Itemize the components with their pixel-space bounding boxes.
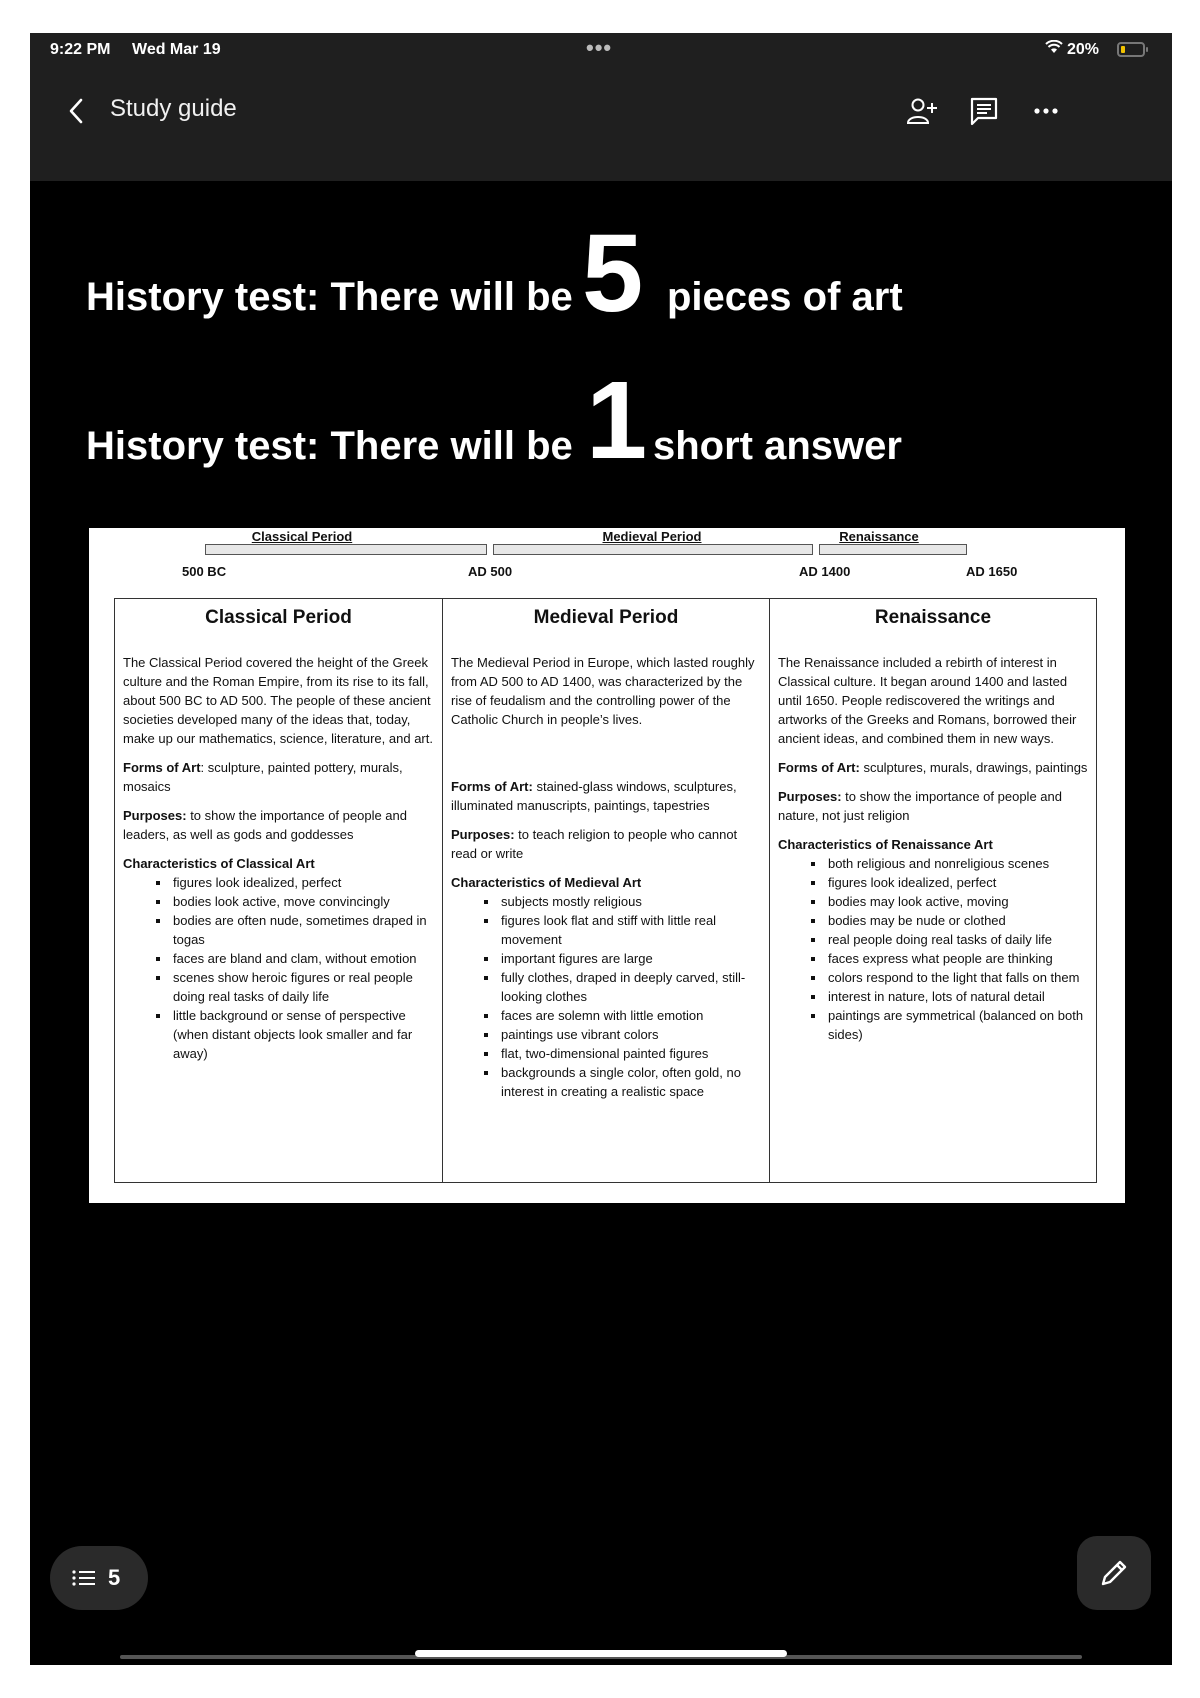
timeline-bar-medieval (493, 544, 813, 555)
list-item: ▪ bodies look active, move convincingly (171, 892, 434, 911)
status-bar (30, 33, 1172, 71)
list-icon (70, 1564, 98, 1592)
list-item: ▪ real people doing real tasks of daily life (826, 930, 1088, 949)
column-heading: Medieval Period (533, 607, 679, 628)
headline-short-answer-number: 1 (586, 359, 648, 482)
comments-button[interactable] (964, 91, 1004, 131)
characteristics-title: Characteristics of Classical Art (123, 856, 315, 871)
purposes-text: to show the importance of people and nature, not just religion (777, 789, 1062, 823)
forms-label: Forms of Art: (450, 779, 533, 794)
list-item: ▪ faces are solemn with little emotion (499, 1006, 761, 1025)
forms-label: Forms of Art: (777, 760, 860, 775)
column-medieval (442, 599, 769, 1182)
characteristics-title: Characteristics of Medieval Art (450, 875, 642, 890)
list-item: ▪ flat, two-dimensional painted figures (499, 1044, 761, 1063)
timeline-date: AD 1650 (966, 564, 1018, 579)
timeline-date: AD 500 (468, 564, 513, 579)
column-intro: The Classical Period covered the height of the Greek culture and the Roman Empire, from its rise to its fall, about 500 BC to AD 500. The people of these ancient societies developed many of the ideas that, today, make up our mathematics, science, literature, and art. (123, 655, 433, 746)
forms-label: Forms of Art (123, 760, 201, 775)
list-item: ▪ both religious and nonreligious scenes (826, 854, 1088, 873)
headline-short-answer-prefix: History test: There will be (86, 424, 573, 468)
purposes-label: Purposes: (123, 808, 187, 823)
characteristics-list (451, 892, 761, 1101)
outline-count: 5 (108, 1565, 121, 1590)
battery-icon (1117, 42, 1145, 57)
list-item: ▪ faces are bland and clam, without emotion (171, 949, 434, 968)
list-item: ▪ backgrounds a single color, often gold, no interest in creating a realistic space (499, 1063, 761, 1101)
forms-text: sculptures, murals, drawings, paintings (859, 760, 1088, 775)
person-add-icon (906, 97, 938, 125)
more-options-button[interactable] (1026, 91, 1066, 131)
purposes-text: to show the importance of people and leaders, as well as gods and goddesses (123, 808, 408, 842)
characteristics-title: Characteristics of Renaissance Art (777, 837, 993, 852)
column-intro: The Medieval Period in Europe, which lasted roughly from AD 500 to AD 1400, was characterized by the rise of feudalism and the controlling power of the Catholic Church in people’s lives. (450, 655, 755, 727)
list-item: ▪ important figures are large (499, 949, 761, 968)
forms-of-art (123, 758, 434, 796)
list-item: ▪ interest in nature, lots of natural detail (826, 987, 1088, 1006)
list-item: ▪ figures look idealized, perfect (171, 873, 434, 892)
list-item: ▪ bodies may look active, moving (826, 892, 1088, 911)
outline-button[interactable] (50, 1546, 148, 1610)
purposes-label: Purposes: (777, 789, 842, 804)
column-intro: The Renaissance included a rebirth of interest in Classical culture. It began around 1400 and lasted until 1650. People rediscovered the writings and artworks of the Greeks and Romans, borrowed their ancient ideas, and combined them in new ways. (777, 655, 1077, 746)
edit-button[interactable] (1077, 1536, 1151, 1610)
list-item: ▪ figures look idealized, perfect (826, 873, 1088, 892)
forms-of-art (451, 777, 761, 815)
forms-of-art (778, 758, 1088, 777)
purposes-label: Purposes: (450, 827, 515, 842)
timeline-bar-classical (205, 544, 487, 555)
column-heading: Renaissance (874, 607, 992, 628)
home-indicator[interactable] (415, 1650, 787, 1657)
device-screen (30, 33, 1172, 1665)
list-item: ▪ fully clothes, draped in deeply carved, still-looking clothes (499, 968, 761, 1006)
headline-short-answer-suffix: short answer (653, 424, 902, 468)
column-classical (115, 599, 442, 1182)
chevron-left-icon (68, 98, 84, 124)
add-person-button[interactable] (902, 91, 942, 131)
characteristics-list (778, 854, 1088, 1044)
status-date: Wed Mar 19 (132, 41, 221, 58)
list-item: ▪ bodies may be nude or clothed (826, 911, 1088, 930)
battery-percent: 20% (1067, 41, 1100, 58)
column-renaissance (769, 599, 1096, 1182)
list-item: ▪ figures look flat and stiff with little real movement (499, 911, 761, 949)
back-button[interactable] (58, 93, 94, 129)
headline-art-number: 5 (582, 212, 644, 335)
timeline-date: 500 BC (182, 564, 227, 579)
purposes (451, 825, 761, 863)
list-item: ▪ bodies are often nude, sometimes draped in togas (171, 911, 434, 949)
purposes (123, 806, 434, 844)
list-item: ▪ paintings are symmetrical (balanced on both sides) (826, 1006, 1088, 1044)
study-guide-page (89, 528, 1125, 1203)
timeline-date: AD 1400 (799, 564, 851, 579)
forms-text: stained-glass windows, sculptures, illuminated manuscripts, paintings, tapestries (450, 779, 737, 813)
characteristics-list (123, 873, 434, 1063)
timeline-label-renaissance: Renaissance (839, 529, 919, 544)
document-title: Study guide (110, 95, 237, 122)
purposes (778, 787, 1088, 825)
status-time: 9:22 PM (50, 41, 111, 58)
headline-art-suffix: pieces of art (667, 275, 903, 319)
multitasking-dots[interactable]: ••• (586, 35, 613, 60)
more-horizontal-icon (1033, 107, 1059, 115)
forms-text: : sculpture, painted pottery, murals, mosaics (123, 760, 403, 794)
period-comparison-table (114, 598, 1097, 1183)
timeline-bar-renaissance (819, 544, 967, 555)
wifi-icon (1045, 40, 1063, 59)
list-item: ▪ scenes show heroic figures or real people doing real tasks of daily life (171, 968, 434, 1006)
timeline-label-medieval: Medieval Period (602, 529, 702, 544)
list-item: ▪ subjects mostly religious (499, 892, 761, 911)
timeline-label-classical: Classical Period (251, 529, 353, 544)
column-heading: Classical Period (205, 607, 352, 628)
top-app-bar (30, 71, 1172, 181)
headline-art-prefix: History test: There will be (86, 275, 573, 319)
list-item: ▪ colors respond to the light that falls on them (826, 968, 1088, 987)
list-item: ▪ little background or sense of perspective (when distant objects look smaller and far away) (171, 1006, 434, 1063)
list-item: ▪ faces express what people are thinking (826, 949, 1088, 968)
purposes-text: to teach religion to people who cannot read or write (450, 827, 738, 861)
list-item: ▪ paintings use vibrant colors (499, 1025, 761, 1044)
comment-icon (969, 96, 999, 126)
pencil-icon (1097, 1556, 1131, 1590)
